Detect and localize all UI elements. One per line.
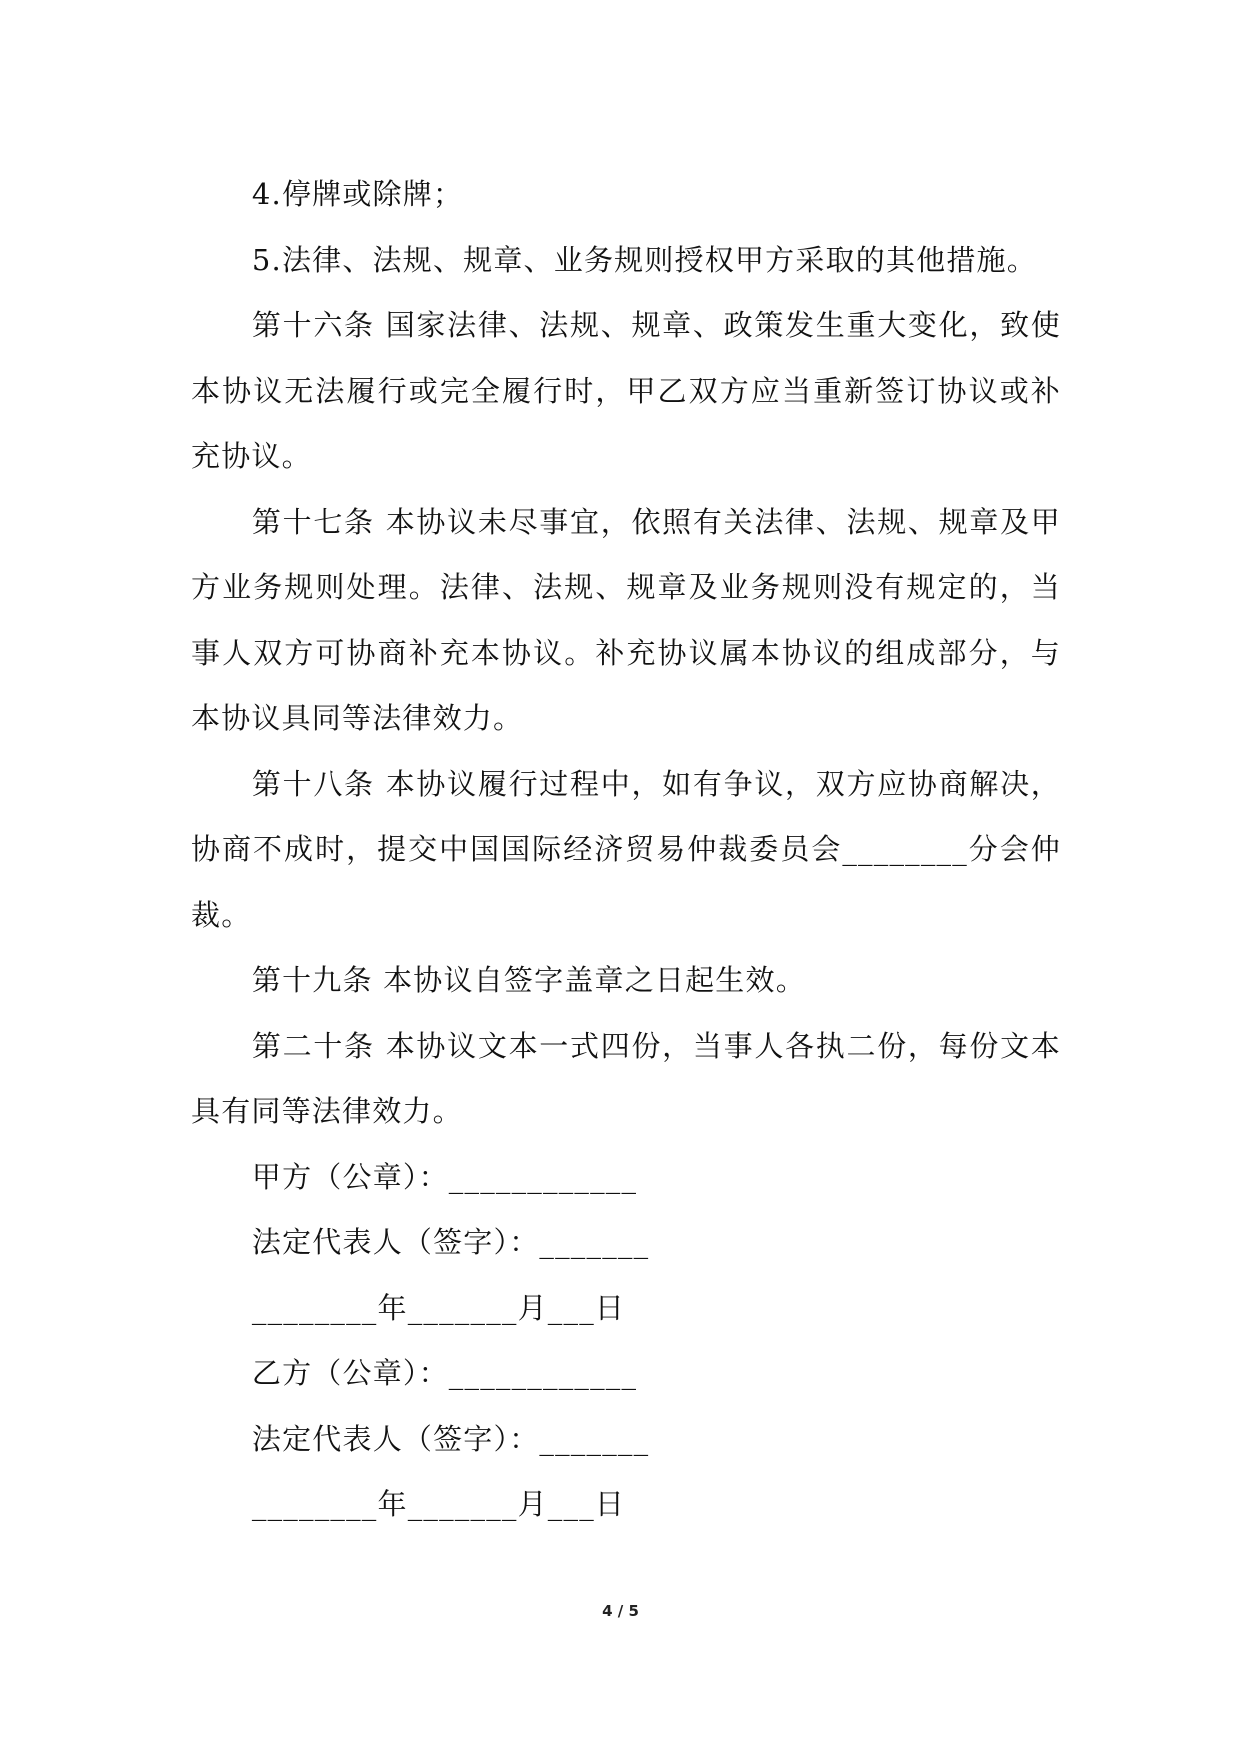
page-number: 4 / 5 (602, 1602, 639, 1620)
party-b-representative-line: 法定代表人（签字）：_______ (251, 1421, 650, 1456)
party-a-date-line: ________年_______月___日 (251, 1290, 626, 1325)
clause-item-5: 5.法律、法规、规章、业务规则授权甲方采取的其他措施。 (251, 242, 1037, 277)
party-b-date-line: ________年_______月___日 (251, 1487, 626, 1521)
party-b-seal-line: 乙方（公章）：____________ (251, 1356, 638, 1390)
document-body (191, 162, 1061, 1538)
clause-item-4: 4.停牌或除牌； (251, 177, 464, 211)
article-19: 第十九条 本协议自签字盖章之日起生效。 (251, 963, 806, 997)
party-a-representative-line: 法定代表人（签字）：_______ (251, 1225, 650, 1259)
party-a-seal-line: 甲方（公章）：____________ (251, 1159, 638, 1194)
article-18: 第十八条 本协议履行过程中，如有争议，双方应协商解决，协商不成时，提交中国国际经济贸易仲裁委员会________分会仲裁。 (191, 766, 1061, 932)
article-17: 第十七条 本协议未尽事宜，依照有关法律、法规、规章及甲方业务规则处理。法律、法规、规章及业务规则没有规定的，当事人双方可协商补充本协议。补充协议属本协议的组成部分，与本协议具同等法律效力。 (191, 504, 1061, 735)
article-16: 第十六条 国家法律、法规、规章、政策发生重大变化，致使本协议无法履行或完全履行时，甲乙双方应当重新签订协议或补充协议。 (191, 308, 1061, 473)
article-20: 第二十条 本协议文本一式四份，当事人各执二份，每份文本具有同等法律效力。 (191, 1028, 1061, 1128)
